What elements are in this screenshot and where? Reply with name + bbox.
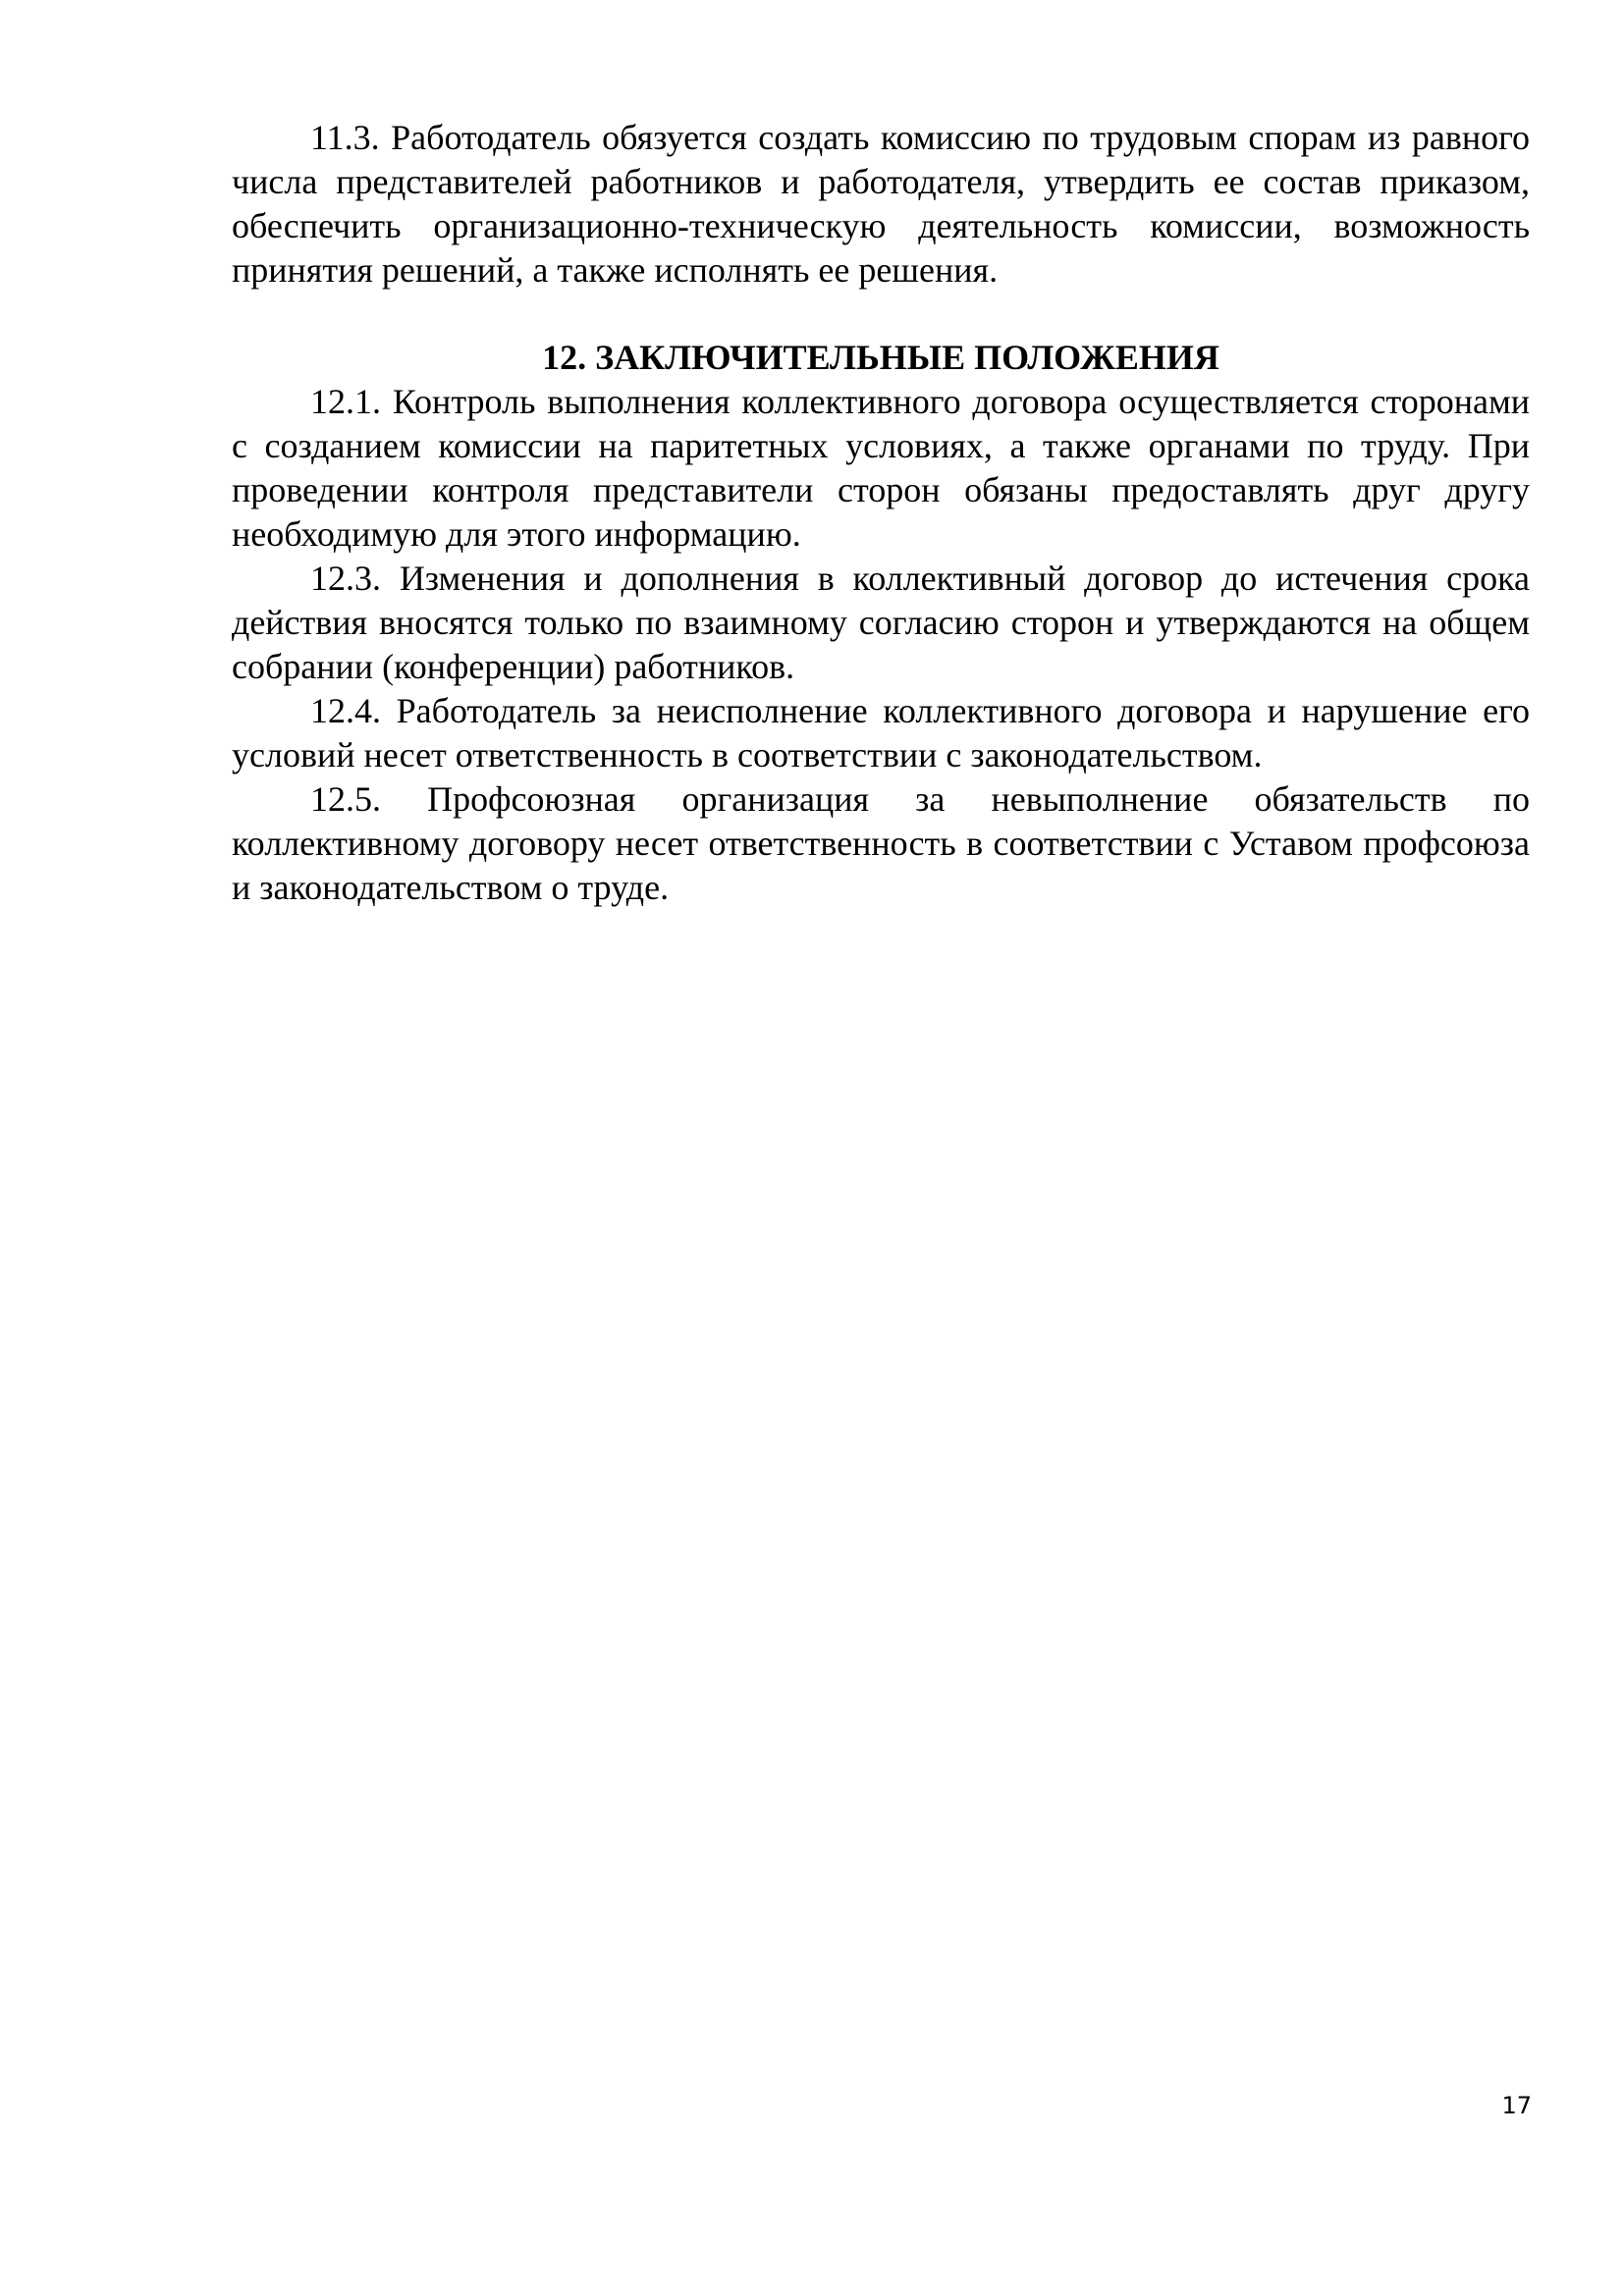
- paragraph-12-5: 12.5. Профсоюзная организация за невыполнение обязательств по коллективному договору несет ответственность в соответствии с Уставом профсоюза и законодательством о труде.: [232, 779, 1530, 907]
- section-heading: 12. ЗАКЛЮЧИТЕЛЬНЫЕ ПОЛОЖЕНИЯ: [542, 338, 1219, 377]
- paragraph-11-3: 11.3. Работодатель обязуется создать комиссию по трудовым спорам из равного числа представителей работников и работодателя, утвердить ее состав приказом, обеспечить организационно-техническую деятельность комиссии, возможность принятия решений, а также исполнять ее решения.: [232, 118, 1530, 290]
- paragraph-12-4: 12.4. Работодатель за неисполнение коллективного договора и нарушение его условий несет ответственность в соответствии с законодательством.: [232, 691, 1530, 774]
- paragraph-12-3: 12.3. Изменения и дополнения в коллективный договор до истечения срока действия вносятся только по взаимному согласию сторон и утверждаются на общем собрании (конференции) работников.: [232, 559, 1530, 686]
- document-body: [232, 116, 1530, 910]
- page-number: 17: [1501, 2092, 1532, 2119]
- paragraph-12-1: 12.1. Контроль выполнения коллективного договора осуществляется сторонами с созданием комиссии на паритетных условиях, а также органами по труду. При проведении контроля представители сторон обязаны предоставлять друг другу необходимую для этого информацию.: [232, 382, 1530, 554]
